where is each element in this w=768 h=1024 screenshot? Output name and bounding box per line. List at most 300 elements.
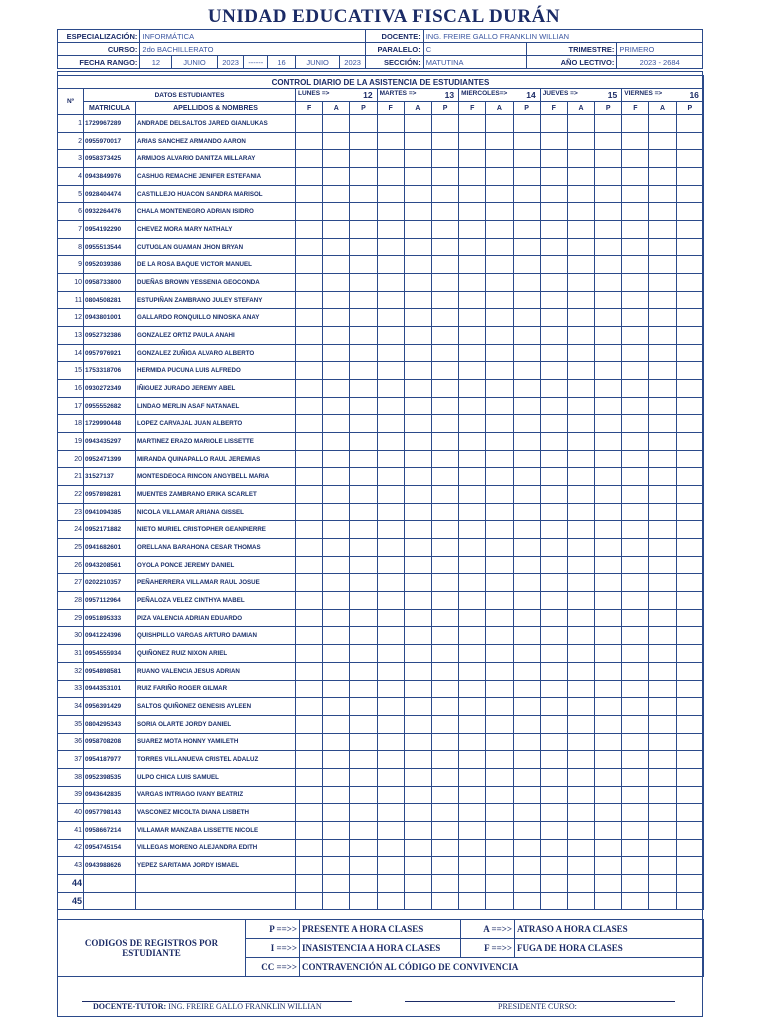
attendance-cell[interactable] xyxy=(431,662,458,680)
attendance-cell[interactable] xyxy=(377,539,404,557)
attendance-cell[interactable] xyxy=(350,857,377,875)
attendance-cell[interactable] xyxy=(404,362,431,380)
attendance-cell[interactable] xyxy=(540,203,567,221)
attendance-cell[interactable] xyxy=(676,715,703,733)
attendance-cell[interactable] xyxy=(622,150,649,168)
attendance-cell[interactable] xyxy=(404,804,431,822)
attendance-cell[interactable] xyxy=(595,645,622,663)
attendance-cell[interactable] xyxy=(323,362,350,380)
attendance-cell[interactable] xyxy=(296,609,323,627)
attendance-cell[interactable] xyxy=(567,857,594,875)
attendance-cell[interactable] xyxy=(404,733,431,751)
attendance-cell[interactable] xyxy=(431,132,458,150)
attendance-cell[interactable] xyxy=(513,821,540,839)
attendance-cell[interactable] xyxy=(567,238,594,256)
attendance-cell[interactable] xyxy=(513,645,540,663)
attendance-cell[interactable] xyxy=(595,185,622,203)
attendance-cell[interactable] xyxy=(459,327,486,345)
attendance-cell[interactable] xyxy=(676,185,703,203)
attendance-cell[interactable] xyxy=(459,839,486,857)
attendance-cell[interactable] xyxy=(377,468,404,486)
attendance-cell[interactable] xyxy=(296,362,323,380)
attendance-cell[interactable] xyxy=(540,874,567,892)
attendance-cell[interactable] xyxy=(676,291,703,309)
attendance-cell[interactable] xyxy=(567,715,594,733)
attendance-cell[interactable] xyxy=(649,715,676,733)
attendance-cell[interactable] xyxy=(486,309,513,327)
attendance-cell[interactable] xyxy=(540,433,567,451)
attendance-cell[interactable] xyxy=(540,503,567,521)
attendance-cell[interactable] xyxy=(350,274,377,292)
attendance-cell[interactable] xyxy=(486,539,513,557)
attendance-cell[interactable] xyxy=(323,627,350,645)
attendance-cell[interactable] xyxy=(459,662,486,680)
attendance-cell[interactable] xyxy=(296,221,323,239)
attendance-cell[interactable] xyxy=(622,168,649,186)
attendance-cell[interactable] xyxy=(567,733,594,751)
attendance-cell[interactable] xyxy=(595,521,622,539)
attendance-cell[interactable] xyxy=(595,680,622,698)
attendance-cell[interactable] xyxy=(431,309,458,327)
attendance-cell[interactable] xyxy=(540,132,567,150)
attendance-cell[interactable] xyxy=(377,768,404,786)
attendance-cell[interactable] xyxy=(431,804,458,822)
attendance-cell[interactable] xyxy=(459,150,486,168)
attendance-cell[interactable] xyxy=(513,662,540,680)
attendance-cell[interactable] xyxy=(350,115,377,133)
attendance-cell[interactable] xyxy=(540,786,567,804)
attendance-cell[interactable] xyxy=(540,645,567,663)
attendance-cell[interactable] xyxy=(649,150,676,168)
attendance-cell[interactable] xyxy=(431,486,458,504)
attendance-cell[interactable] xyxy=(649,609,676,627)
attendance-cell[interactable] xyxy=(513,574,540,592)
attendance-cell[interactable] xyxy=(296,256,323,274)
attendance-cell[interactable] xyxy=(676,821,703,839)
attendance-cell[interactable] xyxy=(323,574,350,592)
attendance-cell[interactable] xyxy=(622,804,649,822)
attendance-cell[interactable] xyxy=(649,185,676,203)
attendance-cell[interactable] xyxy=(676,397,703,415)
attendance-cell[interactable] xyxy=(459,344,486,362)
attendance-cell[interactable] xyxy=(323,503,350,521)
attendance-cell[interactable] xyxy=(649,698,676,716)
attendance-cell[interactable] xyxy=(513,221,540,239)
attendance-cell[interactable] xyxy=(676,768,703,786)
attendance-cell[interactable] xyxy=(595,344,622,362)
attendance-cell[interactable] xyxy=(567,768,594,786)
attendance-cell[interactable] xyxy=(676,309,703,327)
attendance-cell[interactable] xyxy=(486,238,513,256)
attendance-cell[interactable] xyxy=(676,698,703,716)
attendance-cell[interactable] xyxy=(622,503,649,521)
attendance-cell[interactable] xyxy=(431,380,458,398)
attendance-cell[interactable] xyxy=(540,274,567,292)
attendance-cell[interactable] xyxy=(595,751,622,769)
attendance-cell[interactable] xyxy=(323,892,350,910)
attendance-cell[interactable] xyxy=(350,415,377,433)
attendance-cell[interactable] xyxy=(459,892,486,910)
attendance-cell[interactable] xyxy=(431,556,458,574)
attendance-cell[interactable] xyxy=(649,503,676,521)
attendance-cell[interactable] xyxy=(567,397,594,415)
attendance-cell[interactable] xyxy=(377,168,404,186)
attendance-cell[interactable] xyxy=(649,433,676,451)
attendance-cell[interactable] xyxy=(404,397,431,415)
attendance-cell[interactable] xyxy=(431,150,458,168)
attendance-cell[interactable] xyxy=(377,645,404,663)
attendance-cell[interactable] xyxy=(676,556,703,574)
attendance-cell[interactable] xyxy=(431,715,458,733)
attendance-cell[interactable] xyxy=(404,115,431,133)
attendance-cell[interactable] xyxy=(350,751,377,769)
attendance-cell[interactable] xyxy=(649,839,676,857)
attendance-cell[interactable] xyxy=(649,132,676,150)
attendance-cell[interactable] xyxy=(404,415,431,433)
attendance-cell[interactable] xyxy=(486,786,513,804)
attendance-cell[interactable] xyxy=(350,238,377,256)
attendance-cell[interactable] xyxy=(377,256,404,274)
attendance-cell[interactable] xyxy=(377,415,404,433)
attendance-cell[interactable] xyxy=(540,468,567,486)
attendance-cell[interactable] xyxy=(350,203,377,221)
attendance-cell[interactable] xyxy=(622,433,649,451)
attendance-cell[interactable] xyxy=(595,203,622,221)
attendance-cell[interactable] xyxy=(323,221,350,239)
attendance-cell[interactable] xyxy=(649,768,676,786)
attendance-cell[interactable] xyxy=(459,503,486,521)
attendance-cell[interactable] xyxy=(431,256,458,274)
attendance-cell[interactable] xyxy=(404,486,431,504)
attendance-cell[interactable] xyxy=(649,468,676,486)
attendance-cell[interactable] xyxy=(595,309,622,327)
attendance-cell[interactable] xyxy=(595,839,622,857)
attendance-cell[interactable] xyxy=(377,874,404,892)
attendance-cell[interactable] xyxy=(459,786,486,804)
attendance-cell[interactable] xyxy=(622,344,649,362)
attendance-cell[interactable] xyxy=(676,362,703,380)
attendance-cell[interactable] xyxy=(377,680,404,698)
attendance-cell[interactable] xyxy=(676,804,703,822)
attendance-cell[interactable] xyxy=(649,256,676,274)
attendance-cell[interactable] xyxy=(296,380,323,398)
attendance-cell[interactable] xyxy=(513,344,540,362)
attendance-cell[interactable] xyxy=(431,468,458,486)
attendance-cell[interactable] xyxy=(567,627,594,645)
attendance-cell[interactable] xyxy=(513,768,540,786)
attendance-cell[interactable] xyxy=(567,680,594,698)
attendance-cell[interactable] xyxy=(404,592,431,610)
attendance-cell[interactable] xyxy=(676,839,703,857)
attendance-cell[interactable] xyxy=(296,627,323,645)
attendance-cell[interactable] xyxy=(323,168,350,186)
attendance-cell[interactable] xyxy=(431,733,458,751)
attendance-cell[interactable] xyxy=(622,556,649,574)
attendance-cell[interactable] xyxy=(567,874,594,892)
attendance-cell[interactable] xyxy=(595,539,622,557)
attendance-cell[interactable] xyxy=(622,291,649,309)
attendance-cell[interactable] xyxy=(622,574,649,592)
attendance-cell[interactable] xyxy=(377,592,404,610)
attendance-cell[interactable] xyxy=(513,592,540,610)
attendance-cell[interactable] xyxy=(676,645,703,663)
attendance-cell[interactable] xyxy=(513,609,540,627)
attendance-cell[interactable] xyxy=(404,609,431,627)
attendance-cell[interactable] xyxy=(486,115,513,133)
attendance-cell[interactable] xyxy=(296,786,323,804)
attendance-cell[interactable] xyxy=(350,627,377,645)
attendance-cell[interactable] xyxy=(323,645,350,663)
attendance-cell[interactable] xyxy=(459,309,486,327)
attendance-cell[interactable] xyxy=(486,733,513,751)
attendance-cell[interactable] xyxy=(323,715,350,733)
attendance-cell[interactable] xyxy=(540,821,567,839)
attendance-cell[interactable] xyxy=(622,468,649,486)
attendance-cell[interactable] xyxy=(622,309,649,327)
attendance-cell[interactable] xyxy=(323,786,350,804)
attendance-cell[interactable] xyxy=(513,698,540,716)
attendance-cell[interactable] xyxy=(595,168,622,186)
attendance-cell[interactable] xyxy=(676,733,703,751)
attendance-cell[interactable] xyxy=(567,150,594,168)
attendance-cell[interactable] xyxy=(595,768,622,786)
attendance-cell[interactable] xyxy=(404,521,431,539)
attendance-cell[interactable] xyxy=(323,874,350,892)
attendance-cell[interactable] xyxy=(350,327,377,345)
attendance-cell[interactable] xyxy=(296,662,323,680)
attendance-cell[interactable] xyxy=(486,468,513,486)
attendance-cell[interactable] xyxy=(323,733,350,751)
attendance-cell[interactable] xyxy=(377,733,404,751)
attendance-cell[interactable] xyxy=(513,786,540,804)
attendance-cell[interactable] xyxy=(377,521,404,539)
attendance-cell[interactable] xyxy=(540,327,567,345)
attendance-cell[interactable] xyxy=(323,150,350,168)
attendance-cell[interactable] xyxy=(622,768,649,786)
attendance-cell[interactable] xyxy=(567,221,594,239)
attendance-cell[interactable] xyxy=(459,450,486,468)
attendance-cell[interactable] xyxy=(350,592,377,610)
attendance-cell[interactable] xyxy=(649,238,676,256)
attendance-cell[interactable] xyxy=(622,733,649,751)
attendance-cell[interactable] xyxy=(649,592,676,610)
attendance-cell[interactable] xyxy=(404,662,431,680)
attendance-cell[interactable] xyxy=(486,645,513,663)
attendance-cell[interactable] xyxy=(513,556,540,574)
attendance-cell[interactable] xyxy=(513,115,540,133)
attendance-cell[interactable] xyxy=(377,574,404,592)
attendance-cell[interactable] xyxy=(296,592,323,610)
attendance-cell[interactable] xyxy=(350,733,377,751)
attendance-cell[interactable] xyxy=(540,450,567,468)
attendance-cell[interactable] xyxy=(459,380,486,398)
attendance-cell[interactable] xyxy=(595,221,622,239)
attendance-cell[interactable] xyxy=(567,327,594,345)
attendance-cell[interactable] xyxy=(459,680,486,698)
attendance-cell[interactable] xyxy=(459,556,486,574)
attendance-cell[interactable] xyxy=(595,486,622,504)
attendance-cell[interactable] xyxy=(649,291,676,309)
attendance-cell[interactable] xyxy=(676,539,703,557)
attendance-cell[interactable] xyxy=(377,486,404,504)
attendance-cell[interactable] xyxy=(649,539,676,557)
attendance-cell[interactable] xyxy=(459,645,486,663)
attendance-cell[interactable] xyxy=(595,662,622,680)
attendance-cell[interactable] xyxy=(323,256,350,274)
attendance-cell[interactable] xyxy=(567,804,594,822)
attendance-cell[interactable] xyxy=(404,468,431,486)
attendance-cell[interactable] xyxy=(540,539,567,557)
attendance-cell[interactable] xyxy=(486,751,513,769)
attendance-cell[interactable] xyxy=(486,168,513,186)
attendance-cell[interactable] xyxy=(431,539,458,557)
attendance-cell[interactable] xyxy=(622,185,649,203)
attendance-cell[interactable] xyxy=(622,203,649,221)
attendance-cell[interactable] xyxy=(350,556,377,574)
attendance-cell[interactable] xyxy=(459,521,486,539)
attendance-cell[interactable] xyxy=(649,327,676,345)
attendance-cell[interactable] xyxy=(676,256,703,274)
attendance-cell[interactable] xyxy=(296,115,323,133)
attendance-cell[interactable] xyxy=(622,238,649,256)
attendance-cell[interactable] xyxy=(622,857,649,875)
attendance-cell[interactable] xyxy=(595,698,622,716)
attendance-cell[interactable] xyxy=(513,185,540,203)
attendance-cell[interactable] xyxy=(404,768,431,786)
attendance-cell[interactable] xyxy=(431,362,458,380)
attendance-cell[interactable] xyxy=(323,804,350,822)
attendance-cell[interactable] xyxy=(459,574,486,592)
attendance-cell[interactable] xyxy=(459,168,486,186)
attendance-cell[interactable] xyxy=(377,804,404,822)
attendance-cell[interactable] xyxy=(513,203,540,221)
attendance-cell[interactable] xyxy=(513,274,540,292)
attendance-cell[interactable] xyxy=(649,857,676,875)
attendance-cell[interactable] xyxy=(513,857,540,875)
attendance-cell[interactable] xyxy=(540,804,567,822)
attendance-cell[interactable] xyxy=(676,132,703,150)
attendance-cell[interactable] xyxy=(649,733,676,751)
attendance-cell[interactable] xyxy=(350,609,377,627)
attendance-cell[interactable] xyxy=(540,627,567,645)
attendance-cell[interactable] xyxy=(404,203,431,221)
attendance-cell[interactable] xyxy=(459,609,486,627)
attendance-cell[interactable] xyxy=(540,768,567,786)
attendance-cell[interactable] xyxy=(649,397,676,415)
attendance-cell[interactable] xyxy=(540,662,567,680)
attendance-cell[interactable] xyxy=(649,874,676,892)
attendance-cell[interactable] xyxy=(377,150,404,168)
attendance-cell[interactable] xyxy=(377,857,404,875)
attendance-cell[interactable] xyxy=(431,892,458,910)
attendance-cell[interactable] xyxy=(296,132,323,150)
attendance-cell[interactable] xyxy=(296,821,323,839)
attendance-cell[interactable] xyxy=(595,362,622,380)
attendance-cell[interactable] xyxy=(404,503,431,521)
attendance-cell[interactable] xyxy=(567,168,594,186)
attendance-cell[interactable] xyxy=(622,680,649,698)
attendance-cell[interactable] xyxy=(486,415,513,433)
attendance-cell[interactable] xyxy=(350,185,377,203)
attendance-cell[interactable] xyxy=(431,503,458,521)
attendance-cell[interactable] xyxy=(459,733,486,751)
attendance-cell[interactable] xyxy=(567,433,594,451)
attendance-cell[interactable] xyxy=(622,221,649,239)
attendance-cell[interactable] xyxy=(323,185,350,203)
attendance-cell[interactable] xyxy=(323,539,350,557)
attendance-cell[interactable] xyxy=(459,751,486,769)
attendance-cell[interactable] xyxy=(323,662,350,680)
attendance-cell[interactable] xyxy=(676,274,703,292)
attendance-cell[interactable] xyxy=(350,344,377,362)
attendance-cell[interactable] xyxy=(459,804,486,822)
attendance-cell[interactable] xyxy=(350,362,377,380)
attendance-cell[interactable] xyxy=(377,503,404,521)
attendance-cell[interactable] xyxy=(350,486,377,504)
attendance-cell[interactable] xyxy=(404,132,431,150)
attendance-cell[interactable] xyxy=(350,821,377,839)
attendance-cell[interactable] xyxy=(459,256,486,274)
attendance-cell[interactable] xyxy=(459,362,486,380)
attendance-cell[interactable] xyxy=(595,592,622,610)
attendance-cell[interactable] xyxy=(649,662,676,680)
attendance-cell[interactable] xyxy=(513,892,540,910)
attendance-cell[interactable] xyxy=(649,821,676,839)
attendance-cell[interactable] xyxy=(540,168,567,186)
attendance-cell[interactable] xyxy=(595,786,622,804)
attendance-cell[interactable] xyxy=(540,698,567,716)
attendance-cell[interactable] xyxy=(567,362,594,380)
attendance-cell[interactable] xyxy=(296,503,323,521)
attendance-cell[interactable] xyxy=(622,521,649,539)
attendance-cell[interactable] xyxy=(459,698,486,716)
attendance-cell[interactable] xyxy=(513,327,540,345)
attendance-cell[interactable] xyxy=(350,574,377,592)
attendance-cell[interactable] xyxy=(513,874,540,892)
attendance-cell[interactable] xyxy=(649,450,676,468)
attendance-cell[interactable] xyxy=(377,238,404,256)
attendance-cell[interactable] xyxy=(459,821,486,839)
attendance-cell[interactable] xyxy=(296,150,323,168)
attendance-cell[interactable] xyxy=(540,415,567,433)
attendance-cell[interactable] xyxy=(296,698,323,716)
attendance-cell[interactable] xyxy=(296,274,323,292)
attendance-cell[interactable] xyxy=(622,486,649,504)
attendance-cell[interactable] xyxy=(622,715,649,733)
attendance-cell[interactable] xyxy=(649,362,676,380)
attendance-cell[interactable] xyxy=(459,768,486,786)
attendance-cell[interactable] xyxy=(676,627,703,645)
attendance-cell[interactable] xyxy=(676,592,703,610)
attendance-cell[interactable] xyxy=(540,892,567,910)
attendance-cell[interactable] xyxy=(459,715,486,733)
attendance-cell[interactable] xyxy=(567,115,594,133)
attendance-cell[interactable] xyxy=(486,680,513,698)
attendance-cell[interactable] xyxy=(404,291,431,309)
attendance-cell[interactable] xyxy=(323,486,350,504)
attendance-cell[interactable] xyxy=(486,592,513,610)
attendance-cell[interactable] xyxy=(350,768,377,786)
attendance-cell[interactable] xyxy=(404,645,431,663)
attendance-cell[interactable] xyxy=(622,450,649,468)
attendance-cell[interactable] xyxy=(622,256,649,274)
attendance-cell[interactable] xyxy=(676,433,703,451)
attendance-cell[interactable] xyxy=(676,786,703,804)
attendance-cell[interactable] xyxy=(377,609,404,627)
attendance-cell[interactable] xyxy=(377,185,404,203)
attendance-cell[interactable] xyxy=(404,680,431,698)
attendance-cell[interactable] xyxy=(513,415,540,433)
